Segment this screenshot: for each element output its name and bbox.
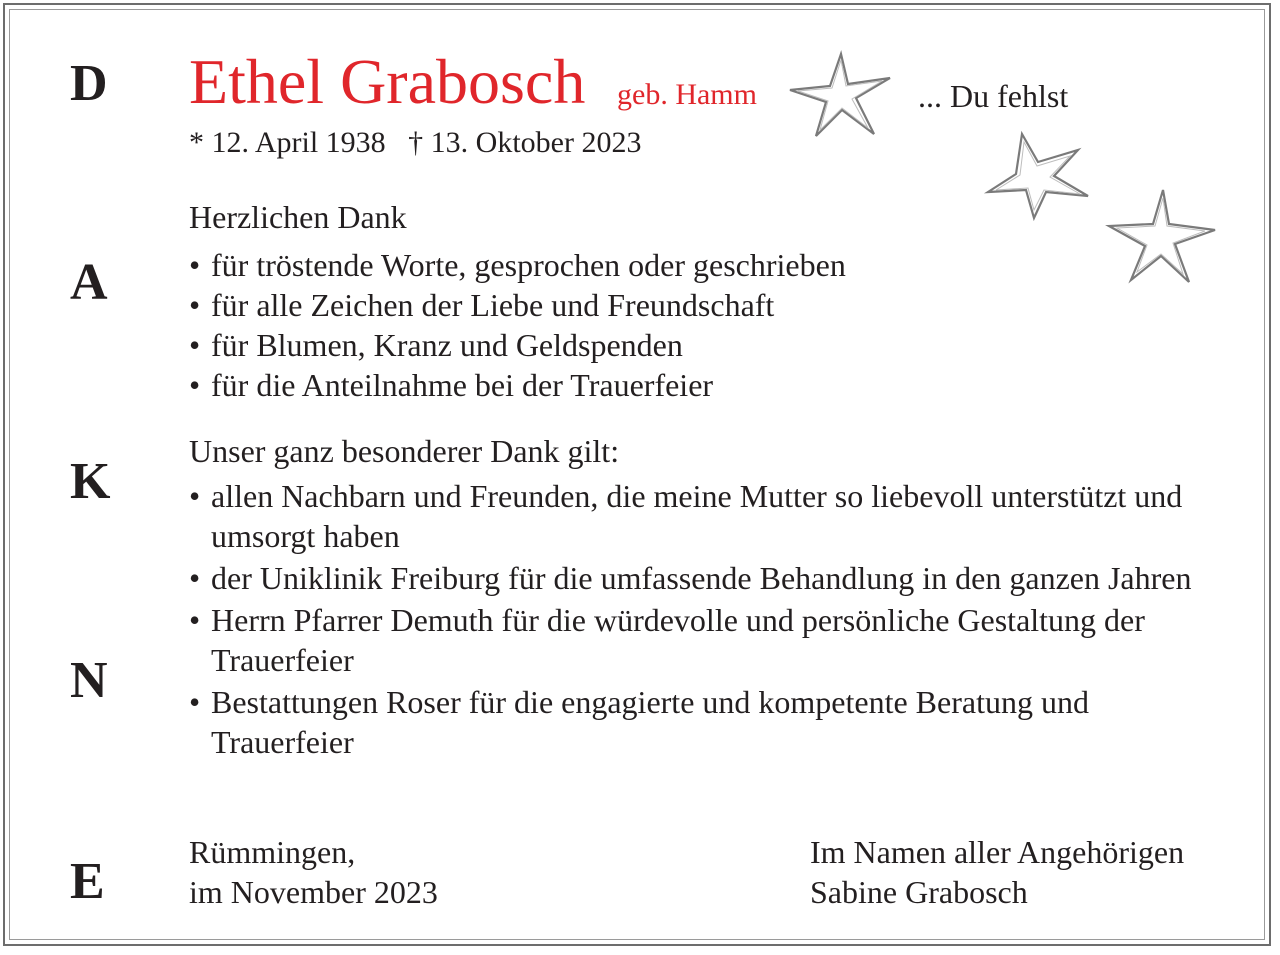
list-item: • für alle Zeichen der Liebe und Freundschaft bbox=[189, 285, 846, 325]
side-letter-d: D bbox=[70, 55, 108, 112]
star-icon bbox=[1103, 186, 1223, 286]
side-letter-a: A bbox=[70, 254, 108, 311]
place-date bbox=[189, 832, 438, 912]
life-dates: * 12. April 1938 † 13. Oktober 2023 bbox=[189, 126, 642, 159]
list-item: • für die Anteilnahme bei der Trauerfeier bbox=[189, 365, 846, 405]
signoff-name: Sabine Grabosch bbox=[810, 874, 1028, 910]
deceased-name: Ethel Grabosch bbox=[189, 46, 586, 117]
date: im November 2023 bbox=[189, 874, 438, 910]
thanks-list bbox=[189, 245, 846, 405]
list-item: • allen Nachbarn und Freunden, die meine Mutter so liebevoll unterstützt und umsorgt haben bbox=[189, 476, 1234, 556]
list-item: • für tröstende Worte, gesprochen oder geschrieben bbox=[189, 245, 846, 285]
list-item: • für Blumen, Kranz und Geldspenden bbox=[189, 325, 846, 365]
list-item: • Herrn Pfarrer Demuth für die würdevolle und persönliche Gestaltung der Trauerfeier bbox=[189, 600, 1234, 680]
list-item: • Bestattungen Roser für die engagierte und kompetente Beratung und Trauerfeier bbox=[189, 682, 1234, 762]
special-thanks-heading: Unser ganz besonderer Dank gilt: bbox=[189, 433, 620, 469]
signoff-line: Im Namen aller Angehörigen bbox=[810, 834, 1185, 870]
side-letter-k: K bbox=[70, 453, 111, 510]
thanks-heading: Herzlichen Dank bbox=[189, 199, 407, 235]
tagline: ... Du fehlst bbox=[918, 78, 1069, 114]
maiden-name: geb. Hamm bbox=[617, 78, 757, 111]
signoff bbox=[810, 832, 1184, 912]
side-letter-e: E bbox=[70, 853, 105, 910]
special-thanks-list bbox=[189, 476, 1234, 764]
side-letter-n: N bbox=[70, 652, 108, 709]
star-icon bbox=[786, 50, 896, 142]
list-item: • der Uniklinik Freiburg für die umfassende Behandlung in den ganzen Jahren bbox=[189, 558, 1234, 598]
star-icon bbox=[982, 130, 1092, 222]
place: Rümmingen, bbox=[189, 834, 356, 870]
